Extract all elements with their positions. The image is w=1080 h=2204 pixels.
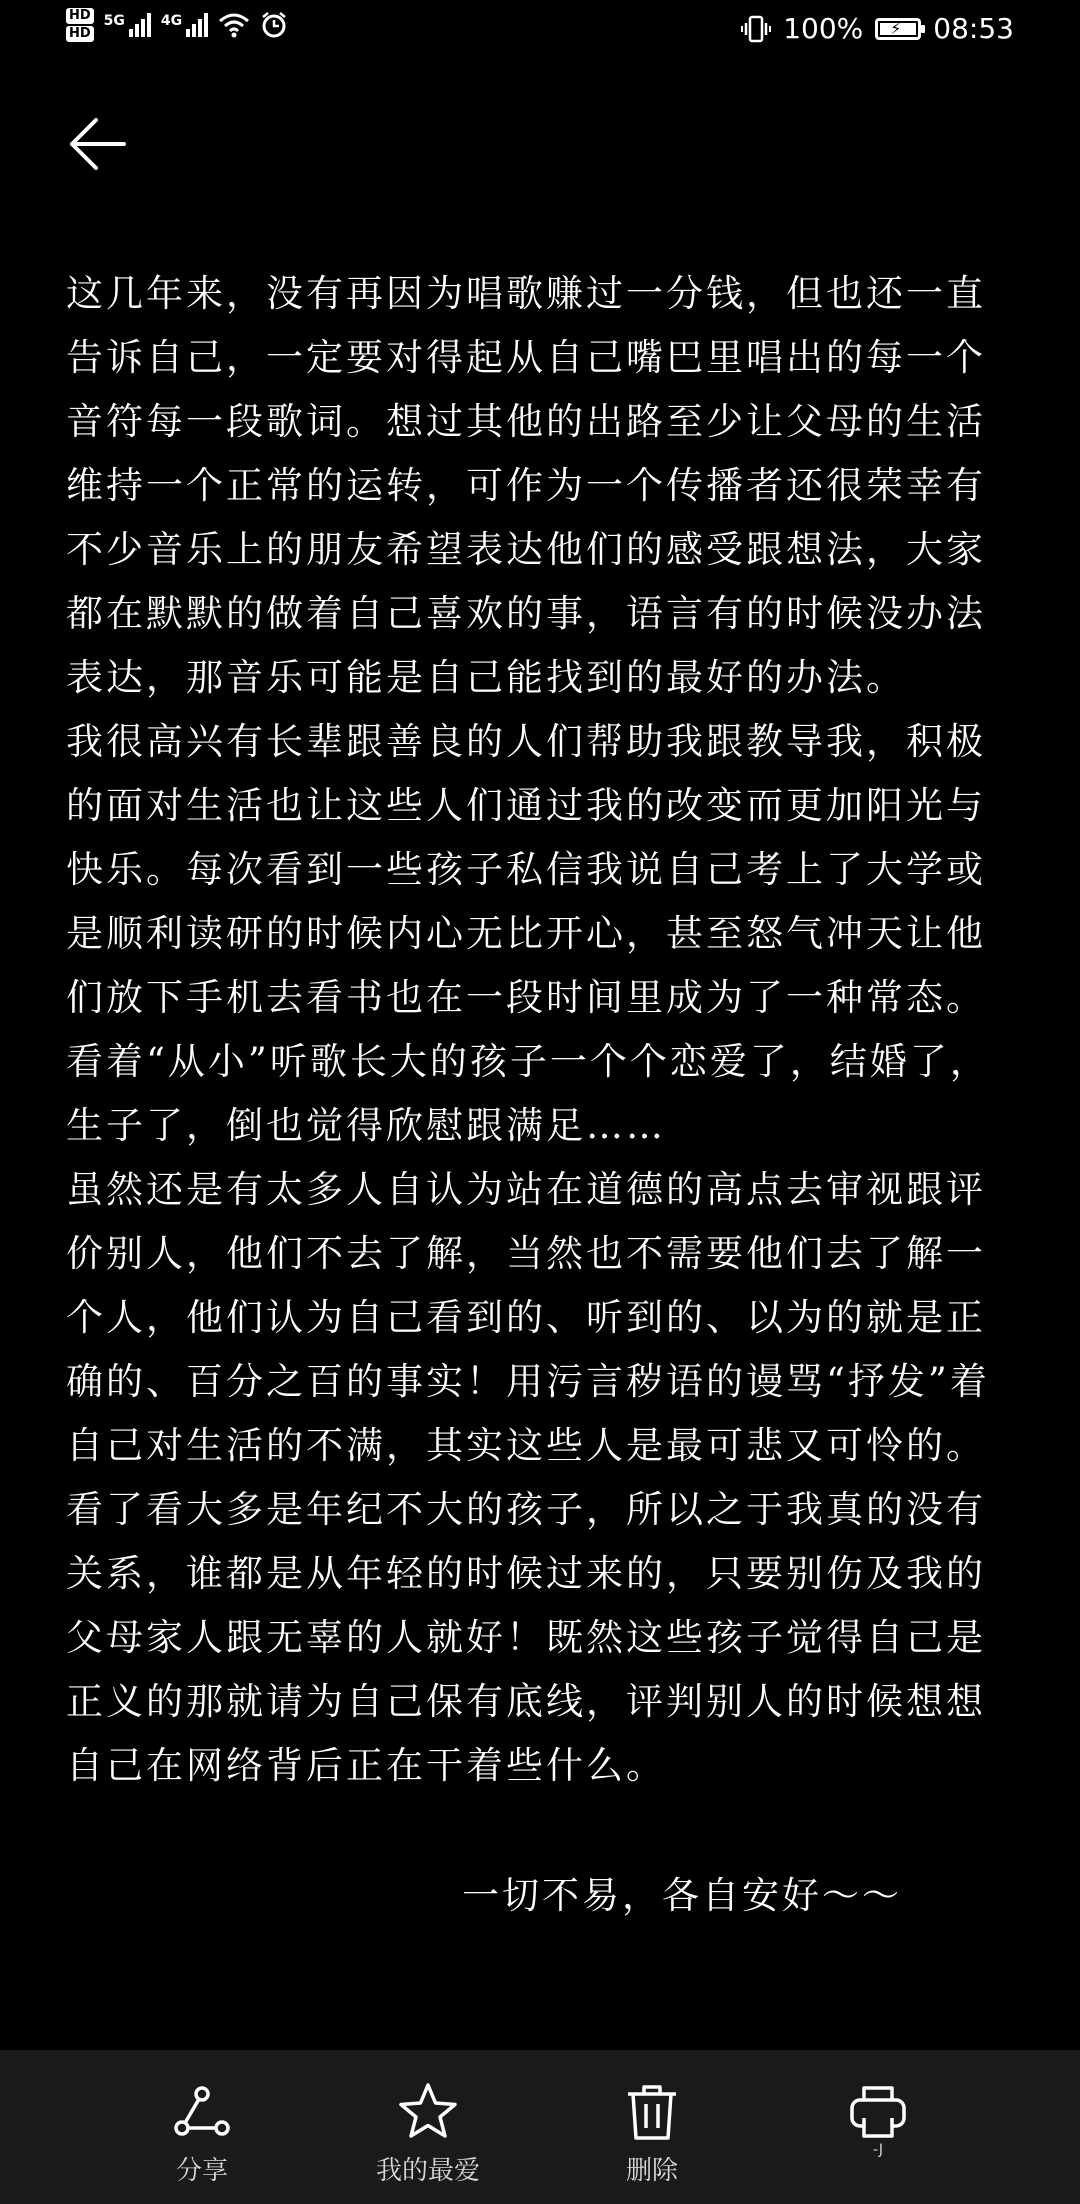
wifi-icon — [218, 12, 250, 38]
clock: 08:53 — [933, 12, 1014, 45]
signal-icon-sim2 — [161, 13, 208, 37]
article-body — [66, 262, 1016, 1798]
print-label: -J — [873, 2142, 883, 2158]
share-button[interactable] — [112, 2050, 292, 2204]
vibrate-icon — [741, 14, 771, 44]
favorite-label: 我的最爱 — [375, 2156, 480, 2186]
battery-icon: ⚡ — [875, 18, 921, 40]
article-paragraph-3: 虽然还是有太多人自认为站在道德的高点去审视跟评价别人，他们不去了解，当然也不需要他们去了解一个人，他们认为自己看到的、听到的、以为的就是正确的、百分之百的事实！用污言秽语的谩骂“抒发”着自己对生活的不满，其实这些人是最可悲又可怜的。看了看大多是年纪不大的孩子，所以之于我真的没有关系，谁都是从年轻的时候过来的，只要别伤及我的父母家人跟无辜的人就好！既然这些孩子觉得自己是正义的那就请为自己保有底线，评判别人的时候想想自己在网络背后正在干着些什么。 — [66, 1168, 990, 1787]
star-icon — [396, 2080, 460, 2144]
back-arrow-icon[interactable] — [66, 112, 130, 176]
bottom-toolbar — [0, 2050, 1080, 2204]
signal-icon-sim1 — [104, 13, 151, 37]
hd-badge-1: HD — [66, 8, 94, 24]
alarm-icon — [260, 11, 288, 39]
delete-button[interactable] — [562, 2050, 742, 2204]
article-paragraph-2: 我很高兴有长辈跟善良的人们帮助我跟教导我，积极的面对生活也让这些人们通过我的改变而更加阳光与快乐。每次看到一些孩子私信我说自己考上了大学或是顺利读研的时候内心无比开心，甚至怒气冲天让他们放下手机去看书也在一段时间里成为了一种常态。 看着“从小”听歌长大的孩子一个个恋爱了，结婚了，生子了，倒也觉得欣慰跟满足…… — [66, 720, 990, 1147]
hd-badge-2: HD — [66, 26, 94, 42]
trash-icon — [620, 2080, 684, 2144]
printer-icon — [846, 2080, 910, 2144]
share-label: 分享 — [175, 2156, 228, 2186]
article-paragraph-1: 这几年来，没有再因为唱歌赚过一分钱，但也还一直告诉自己，一定要对得起从自己嘴巴里唱出的每一个音符每一段歌词。想过其他的出路至少让父母的生活维持一个正常的运转，可作为一个传播者还很荣幸有不少音乐上的朋友希望表达他们的感受跟想法，大家都在默默的做着自己喜欢的事，语言有的时候没办法表达，那音乐可能是自己能找到的最好的办法。 — [66, 272, 986, 699]
print-button[interactable] — [788, 2050, 968, 2204]
status-right — [741, 12, 1014, 45]
favorite-button[interactable] — [338, 2050, 518, 2204]
network-type-sim2: 4G — [160, 13, 183, 29]
status-left — [66, 8, 288, 42]
hd-indicator — [66, 8, 94, 42]
share-icon — [170, 2080, 234, 2144]
network-type-sim1: 5G — [103, 13, 125, 29]
delete-label: 删除 — [625, 2156, 678, 2186]
status-bar — [0, 0, 1080, 66]
article-signoff: 一切不易，各自安好～～ — [462, 1874, 902, 1917]
battery-percent: 100% — [783, 12, 864, 45]
